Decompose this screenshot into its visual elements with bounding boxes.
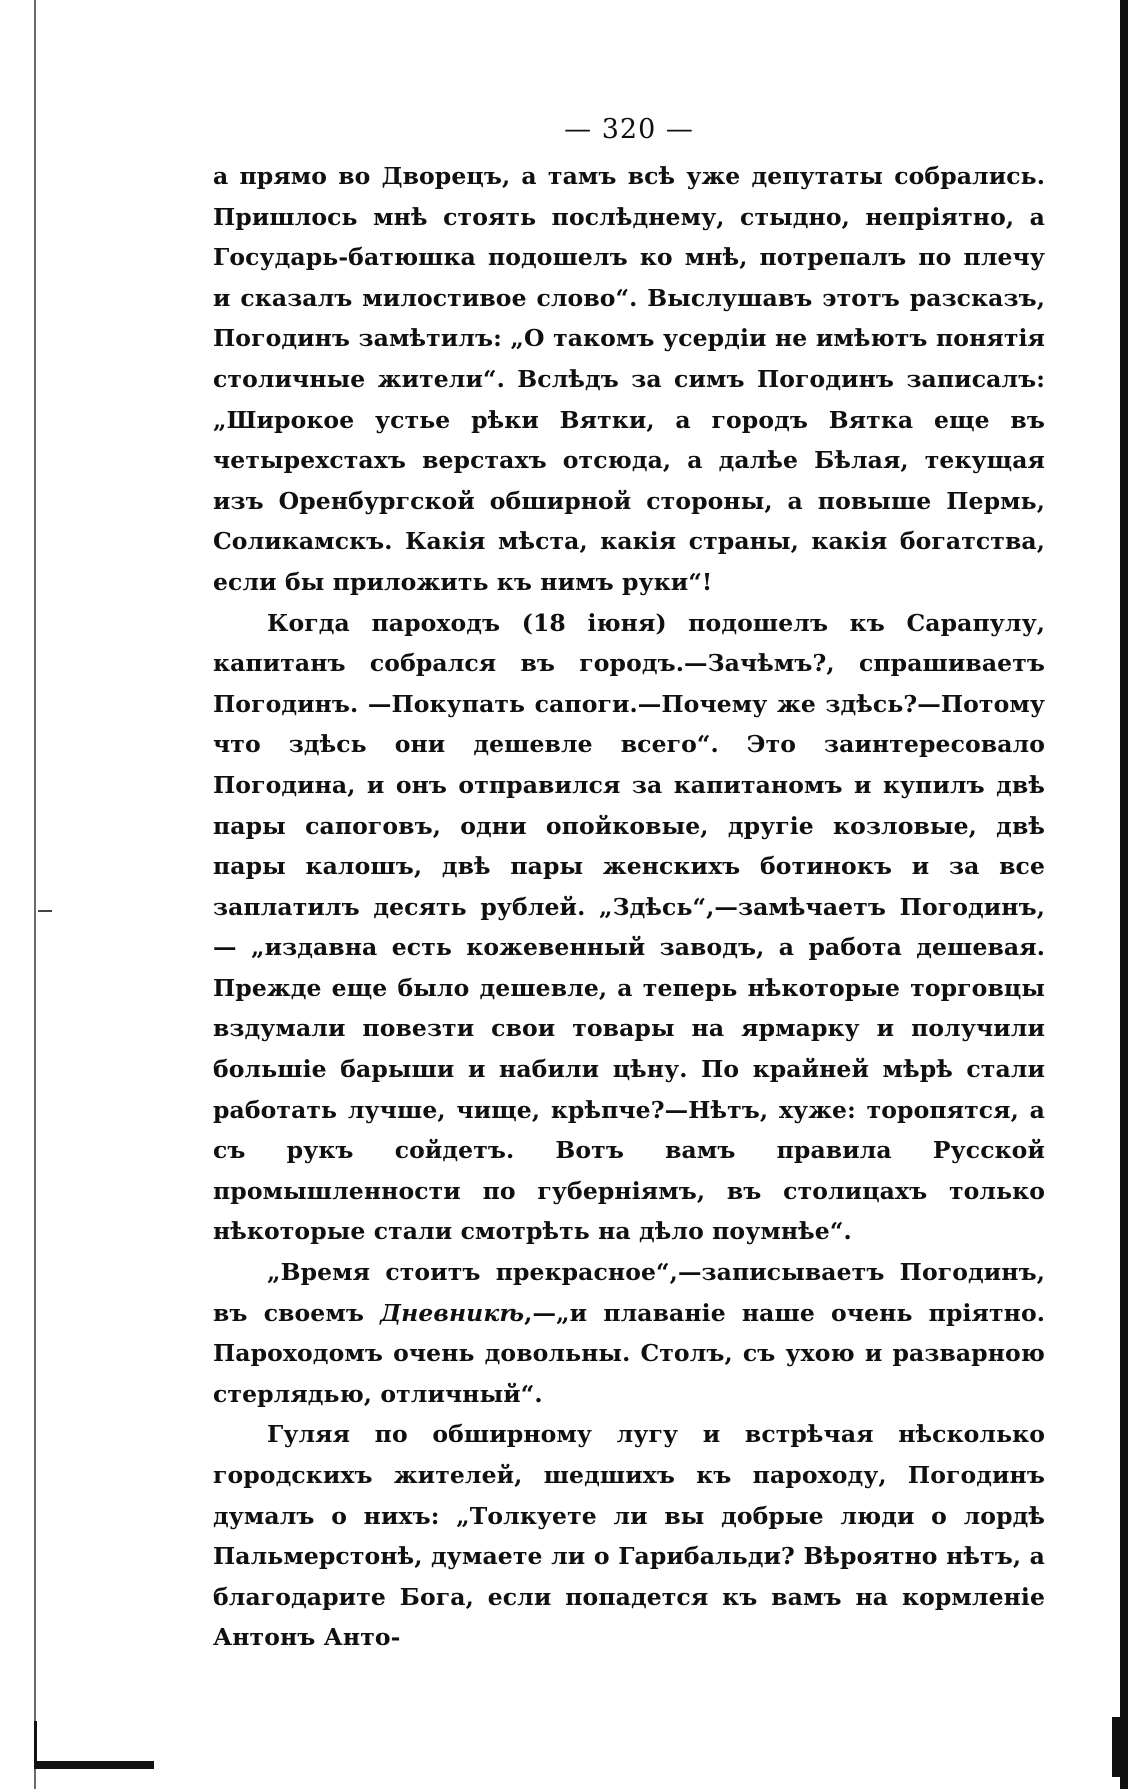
- scan-right-edge: [1120, 0, 1128, 1789]
- paragraph-3-before: „Время стоитъ прекрасное“,—записываетъ Погодинъ, въ своемъ: [213, 1258, 1045, 1327]
- scan-bottom-right-mark: [1112, 1717, 1128, 1777]
- paragraph-2: Когда пароходъ (18 іюня) подошелъ къ Сарапулу, капитанъ собрался въ городъ.—Зачѣмъ?, спрашиваетъ Погодинъ. —Покупать сапоги.—Почему же здѣсь?—Потому что здѣсь они дешевле всего“. Это заинтересовало Погодина, и онъ отправился за капитаномъ и купилъ двѣ пары сапоговъ, одни опойковые, другіе козловые, двѣ пары калошъ, двѣ пары женскихъ ботинокъ и за все заплатилъ десять рублей. „Здѣсь“,—замѣчаетъ Погодинъ,— „издавна есть кожевенный заводъ, а работа дешевая. Прежде еще было дешевле, а теперь нѣкоторые торговцы вздумали повезти свои товары на ярмарку и получили большіе барыши и набили цѣну. По крайней мѣрѣ стали работать лучше, чище, крѣпче?—Нѣтъ, хуже: торопятся, а съ рукъ сойдетъ. Вотъ вамъ правила Русской промышленности по губерніямъ, въ столицахъ только нѣкоторые стали смотрѣть на дѣло поумнѣе“.: [213, 608, 1045, 1246]
- scan-left-rule: [34, 0, 36, 1789]
- paragraph-1: а прямо во Дворецъ, а тамъ всѣ уже депутаты собрались. Пришлось мнѣ стоять послѣднему, стыдно, непріятно, а Государь-батюшка подошелъ ко мнѣ, потрепалъ по плечу и сказалъ милостивое слово“. Выслушавъ этотъ разсказъ, Погодинъ замѣтилъ: „О такомъ усердіи не имѣютъ понятія столичные жители“. Вслѣдъ за симъ Погодинъ записалъ: „Широкое устье рѣки Вятки, а городъ Вятка еще въ четырехстахъ верстахъ отсюда, а далѣе Бѣлая, текущая изъ Оренбургской обширной стороны, а повыше Пермь, Соликамскъ. Какія мѣста, какія страны, какія богатства, если бы приложить къ нимъ руки“!: [213, 162, 1045, 596]
- paragraph-3-after: ,—„и плаваніе наше очень пріятно. Пароходомъ очень довольны. Столъ, съ ухою и разварною стерлядью, отличный“.: [213, 1298, 1046, 1408]
- scan-bottom-left-mark: [34, 1761, 154, 1769]
- scan-stray-mark: [38, 910, 52, 912]
- page-number: — 320 —: [564, 114, 694, 145]
- page-content: [213, 106, 1045, 1658]
- paragraph-4: Гуляя по обширному лугу и встрѣчая нѣсколько городскихъ жителей, шедшихъ къ пароходу, Погодинъ думалъ о нихъ: „Толкуете ли вы добрые люди о лордѣ Пальмерстонѣ, думаете ли о Гарибальди? Вѣроятно нѣтъ, а благодарите Бога, если попадется къ вамъ на кормленіе Антонъ Анто-: [213, 1420, 1045, 1652]
- paragraph-3: [213, 1252, 1045, 1414]
- diary-title: Дневникѣ: [380, 1298, 525, 1327]
